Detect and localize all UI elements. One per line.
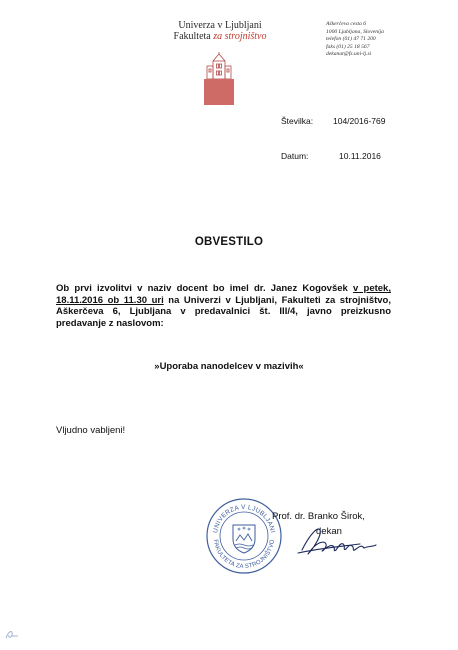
address-fax: faks (01) 25 18 567 [326,43,370,50]
faculty-name [150,31,290,42]
document-date-label: Datum: [281,151,309,161]
stamp-text-top: UNIVERZA V LJUBLJANI [212,503,276,534]
corner-mark-icon [3,626,21,642]
document-number-value: 104/2016-769 [333,116,386,126]
address-line: 1000 Ljubljana, Slovenija [326,28,384,35]
notice-body [56,283,391,329]
official-stamp-icon [205,497,283,575]
signatory-name: Prof. dr. Branko Širok, [272,511,365,522]
greeting: Vljudno vabljeni! [56,425,126,436]
notice-body-intro: Ob prvi izvolitvi v naziv docent bo imel dr. Janez Kogovšek [56,283,354,294]
lecture-title: »Uporaba nanodelcev v mazivih« [154,361,304,372]
signatory-role: dekan [316,526,342,537]
university-name: Univerza v Ljubljani [178,20,262,31]
logo-red-block [204,79,234,105]
notice-body-location: na Univerzi v Ljubljani, Fakulteti za strojništvo, Aškerčeva 6, Ljubljana v predavalnici št. III/4, javno preizkusno predavanje z naslovom: [56,294,391,329]
faculty-name-suffix: za strojništvo [213,31,267,42]
faculty-name-prefix: Fakulteta [173,31,211,42]
faculty-logo [204,52,234,104]
notice-title: OBVESTILO [194,236,264,248]
document-date-value: 10.11.2016 [339,151,381,161]
letterhead-institution [150,20,290,42]
handwritten-signature-icon [296,520,382,560]
address-email[interactable]: dekanat@fs.uni-lj.si [326,51,372,58]
letterhead-address [326,21,436,59]
stamp-text-bottom: FAKULTETA ZA STROJNIŠTVO [212,539,277,571]
address-line: Aškerčeva cesta 6 [326,21,367,27]
address-phone: telefon (01) 47 71 200 [326,36,376,43]
university-tower-icon [204,52,234,79]
document-number-label: Številka: [281,116,314,126]
notice-body-datetime: v petek, 18.11.2016 ob 11.30 uri [56,283,391,306]
